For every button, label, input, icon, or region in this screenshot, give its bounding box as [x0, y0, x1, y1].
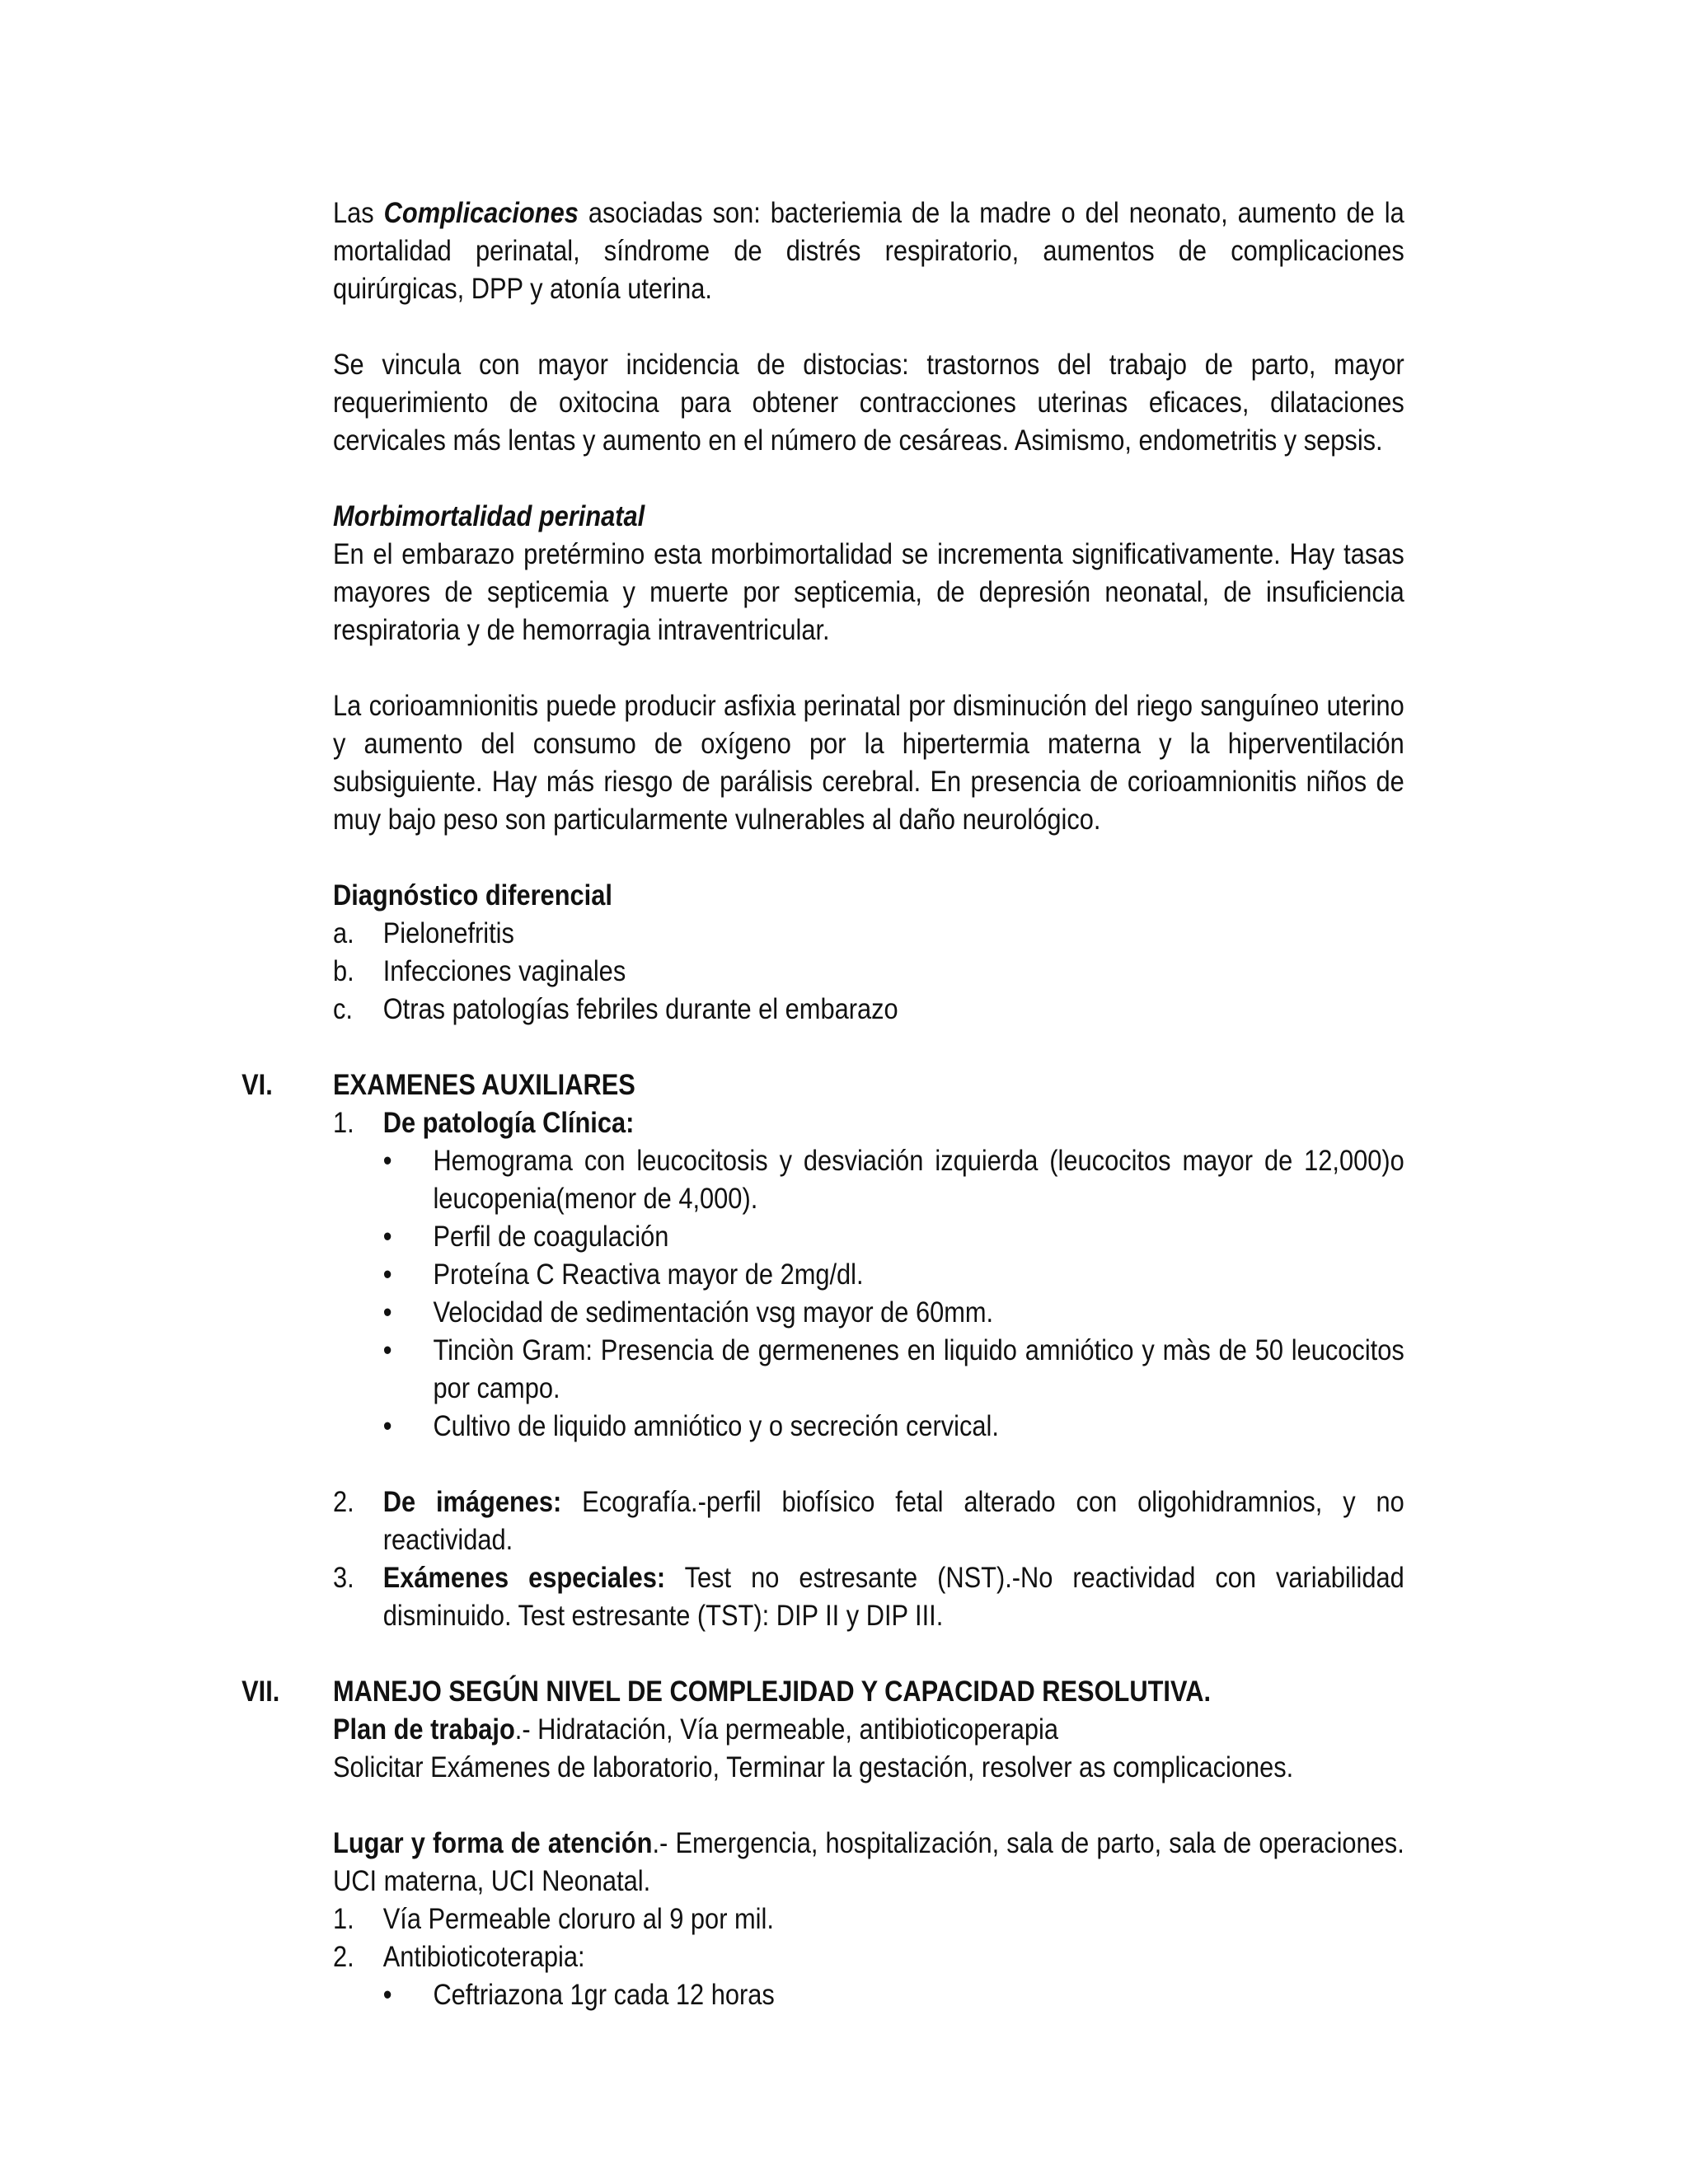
bullet-icon: •	[382, 1979, 392, 2011]
bullet-item	[333, 1256, 1404, 1294]
text-span: asociadas son: bacteriemia de la madre o del neonato, aumento de la mortalidad perinatal, síndrome de distrés respiratorio, aumentos de complicaciones quirúrgicas, DPP y atonía uterina.	[333, 197, 1404, 305]
section-manejo	[241, 1673, 1404, 2014]
bullet-icon: •	[382, 1296, 392, 1329]
list-item	[333, 915, 1404, 953]
list-item-label: De patología Clínica:	[382, 1107, 635, 1139]
list-item-text: Antibioticoterapia:	[382, 1941, 585, 1973]
bullet-text: Proteína C Reactiva mayor de 2mg/dl.	[433, 1258, 864, 1291]
list-item-text: Ecografía.-perfil biofísico fetal alterado con oligohidramnios, y no reactividad.	[382, 1486, 1404, 1556]
bullet-text: Ceftriazona 1gr cada 12 horas	[433, 1979, 775, 2011]
plan-de-trabajo-line	[333, 1711, 1404, 1749]
section-title: MANEJO SEGÚN NIVEL DE COMPLEJIDAD Y CAPACIDAD RESOLUTIVA.	[333, 1675, 1212, 1708]
bullet-icon: •	[382, 1145, 392, 1177]
list-marker: a.	[333, 917, 354, 949]
list-marker: 1.	[333, 1107, 354, 1139]
lugar-forma-atencion-paragraph	[333, 1825, 1404, 1900]
bullet-item	[333, 1294, 1404, 1332]
list-marker: b.	[333, 955, 354, 987]
list-marker: 1.	[333, 1903, 354, 1935]
list-item-text: Infecciones vaginales	[382, 955, 626, 987]
bullet-icon: •	[382, 1410, 392, 1442]
bullet-item	[333, 1408, 1404, 1446]
plan-text: .- Hidratación, Vía permeable, antibioticoperapia	[514, 1713, 1058, 1746]
document-body	[241, 194, 1404, 2014]
list-item-text: Vía Permeable cloruro al 9 por mil.	[382, 1903, 774, 1935]
list-item-text: Pielonefritis	[382, 917, 514, 949]
list-item	[333, 991, 1404, 1029]
list-item	[333, 1900, 1404, 1938]
bullet-text: Cultivo de liquido amniótico y o secreción cervical.	[433, 1410, 999, 1442]
section-title: EXAMENES AUXILIARES	[333, 1069, 635, 1101]
list-item-text: Otras patologías febriles durante el embarazo	[382, 993, 898, 1025]
plan-line-2: Solicitar Exámenes de laboratorio, Terminar la gestación, resolver as complicaciones.	[333, 1751, 1294, 1783]
bullet-item	[333, 1976, 1404, 2014]
list-item-body	[383, 1559, 1404, 1635]
lugar-label: Lugar y forma de atención	[333, 1827, 653, 1859]
list-item-label: Exámenes especiales:	[382, 1562, 666, 1594]
morbimortalidad-paragraph: En el embarazo pretérmino esta morbimortalidad se incrementa significativamente. Hay tasas mayores de septicemia y muerte por septicemia, de depresión neonatal, de insuficiencia respiratoria y de hemorragia intraventricular.	[333, 538, 1404, 646]
list-marker: 2.	[333, 1941, 354, 1973]
section-examenes-auxiliares	[241, 1066, 1404, 1635]
list-item	[333, 953, 1404, 991]
bullet-icon: •	[382, 1334, 392, 1366]
section-number: VI.	[241, 1069, 273, 1101]
bullet-text: Perfil de coagulación	[433, 1221, 669, 1253]
distocias-paragraph: Se vincula con mayor incidencia de distocias: trastornos del trabajo de parto, mayor requerimiento de oxitocina para obtener contracciones uterinas eficaces, dilataciones cervicales más lentas y aumento en el número de cesáreas. Asimismo, endometritis y sepsis.	[333, 349, 1404, 457]
corioamnionitis-paragraph: La corioamnionitis puede producir asfixia perinatal por disminución del riego sanguíneo uterino y aumento del consumo de oxígeno por la hipertermia materna y la hiperventilación subsiguiente. Hay más riesgo de parálisis cerebral. En presencia de corioamnionitis niños de muy bajo peso son particularmente vulnerables al daño neurológico.	[333, 690, 1404, 836]
diagnostico-diferencial-heading: Diagnóstico diferencial	[333, 879, 612, 912]
plan-label: Plan de trabajo	[333, 1713, 515, 1746]
bullet-item	[333, 1332, 1404, 1408]
list-item-body	[383, 1483, 1404, 1559]
bullet-icon: •	[382, 1221, 392, 1253]
list-marker: c.	[333, 993, 353, 1025]
complicaciones-term: Complicaciones	[383, 197, 579, 229]
bullet-text: Tinciòn Gram: Presencia de germenenes en liquido amniótico y màs de 50 leucocitos por campo.	[433, 1334, 1404, 1404]
bullet-item	[333, 1142, 1404, 1218]
lugar-text: .- Emergencia, hospitalización, sala de parto, sala de operaciones. UCI materna, UCI Neonatal.	[333, 1827, 1404, 1897]
bullet-text: Velocidad de sedimentación vsg mayor de 60mm.	[433, 1296, 994, 1329]
bullet-text: Hemograma con leucocitosis y desviación izquierda (leucocitos mayor de 12,000)o leucopenia(menor de 4,000).	[433, 1145, 1404, 1215]
list-item	[333, 1104, 1404, 1142]
list-marker: 3.	[333, 1562, 354, 1594]
bullet-item	[333, 1218, 1404, 1256]
list-item	[333, 1938, 1404, 1976]
list-marker: 2.	[333, 1486, 354, 1518]
text-span: Las	[333, 197, 384, 229]
list-item-text: Test no estresante (NST).-No reactividad con variabilidad disminuido. Test estresante (TST): DIP II y DIP III.	[382, 1562, 1404, 1632]
bullet-icon: •	[382, 1258, 392, 1291]
section-number: VII.	[241, 1675, 280, 1708]
list-item	[333, 1559, 1404, 1635]
list-item-label: De imágenes:	[382, 1486, 562, 1518]
morbimortalidad-heading: Morbimortalidad perinatal	[333, 500, 645, 532]
complicaciones-paragraph	[333, 194, 1404, 308]
list-item	[333, 1483, 1404, 1559]
